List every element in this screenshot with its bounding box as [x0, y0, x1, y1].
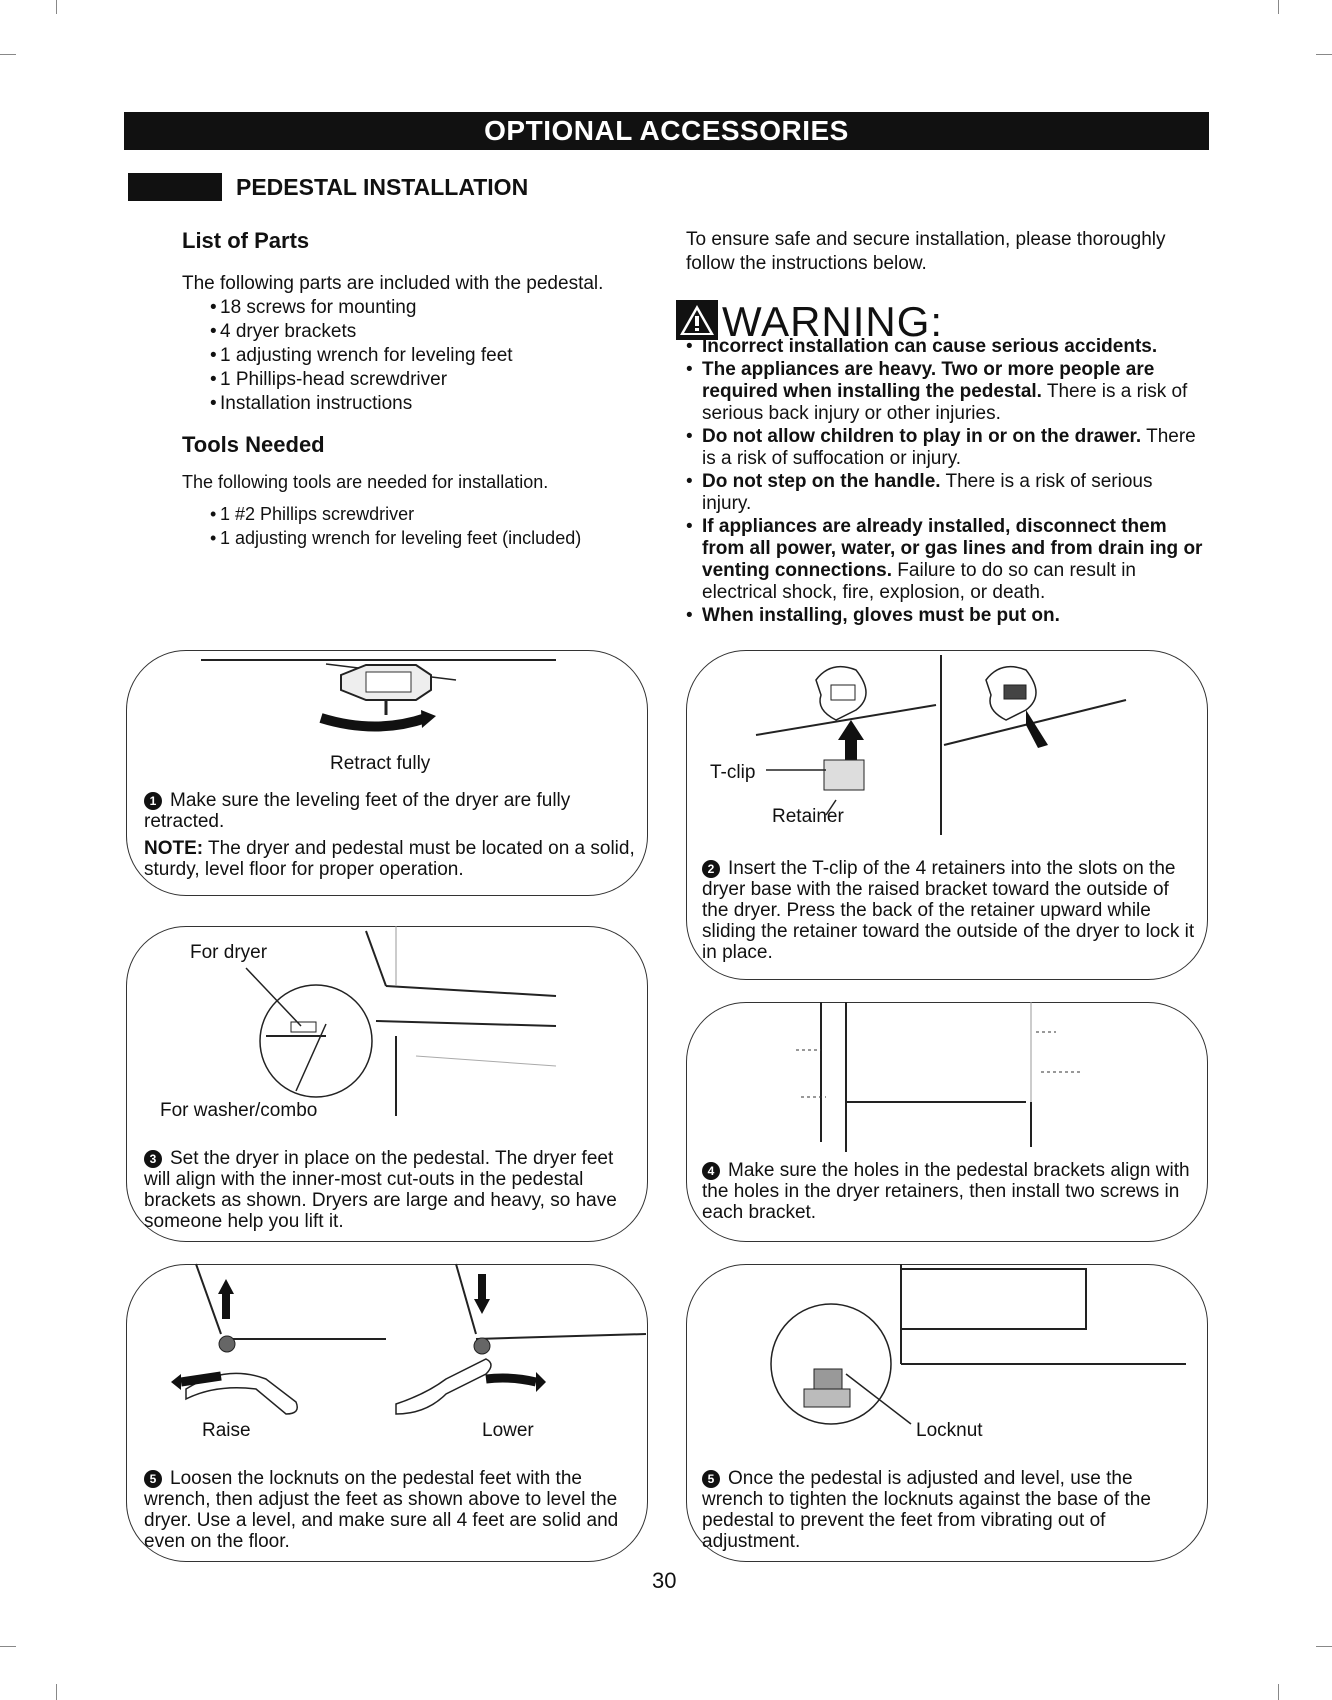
list-item — [686, 426, 1206, 470]
list-item: • 4 dryer brackets — [182, 320, 642, 344]
list-item: • 1 #2 Phillips screwdriver — [182, 502, 642, 526]
tools-heading: Tools Needed — [182, 432, 325, 457]
step-number-badge: 2 — [702, 860, 720, 878]
step-number-badge: 5 — [144, 1470, 162, 1488]
warning-list — [686, 336, 1206, 628]
warning-title: WARNING: — [722, 298, 944, 345]
lower-label: Lower — [482, 1420, 534, 1441]
crop-mark — [56, 1684, 57, 1700]
step-2-text — [702, 858, 1198, 963]
parts-heading: List of Parts — [182, 228, 310, 253]
step-1-body: Make sure the leveling feet of the dryer are fully retracted. — [144, 790, 571, 832]
leveling-foot-illustration — [126, 650, 646, 770]
crop-mark — [1316, 1646, 1332, 1647]
parts-list — [182, 296, 642, 416]
locknut-label: Locknut — [916, 1420, 983, 1441]
note-label: NOTE: — [144, 838, 204, 859]
page-banner: OPTIONAL ACCESSORIES — [124, 112, 1209, 150]
warning-text: There is a risk of suffocation or injury. — [702, 426, 1196, 469]
raise-label: Raise — [202, 1420, 251, 1441]
crop-mark — [56, 0, 57, 14]
warning-bold: If appliances are already installed, disconnect them from all power, water, or gas lines and from drain ing or venting connections. — [702, 516, 1203, 581]
tools-intro: The following tools are needed for installation. — [182, 472, 549, 492]
note-text: The dryer and pedestal must be located on a solid, sturdy, level floor for proper operation. — [144, 838, 635, 880]
warning-text: There is a risk of serious back injury or other injuries. — [702, 381, 1188, 424]
step-2-body: Insert the T-clip of the 4 retainers into the slots on the dryer base with the raised bracket toward the outside of the dryer. Press the back of the retainer upward while sliding the retainer toward the outside of the dryer to lock it in place. — [702, 858, 1195, 963]
step-number-badge: 3 — [144, 1150, 162, 1168]
step-4-body: Make sure the holes in the pedestal brackets align with the holes in the dryer retainers, then install two screws in each bracket. — [702, 1160, 1190, 1223]
page-number: 30 — [652, 1568, 677, 1593]
list-item: • 1 adjusting wrench for leveling feet (included) — [182, 526, 642, 550]
warning-bold: The appliances are heavy. Two or more people are required when installing the pedestal. — [702, 359, 1155, 402]
for-dryer-label: For dryer — [190, 942, 268, 963]
crop-mark — [1278, 1684, 1279, 1700]
warning-bold: When installing, gloves must be put on. — [702, 605, 1060, 626]
step-6-text — [702, 1468, 1198, 1552]
step-5-body: Loosen the locknuts on the pedestal feet with the wrench, then adjust the feet as shown above to level the dryer. Use a level, and make sure all 4 feet are solid and even on the floor. — [144, 1468, 619, 1552]
tools-list — [182, 502, 642, 550]
step-4-text — [702, 1160, 1198, 1223]
tclip-retainer-illustration — [686, 650, 1206, 850]
crop-mark — [0, 54, 16, 55]
crop-mark — [0, 1646, 16, 1647]
warning-bold: Do not step on the handle. — [702, 471, 941, 492]
retract-label: Retract fully — [330, 753, 431, 774]
locknut-illustration — [686, 1264, 1206, 1424]
step-number-badge: 4 — [702, 1162, 720, 1180]
bracket-screws-illustration — [686, 1002, 1206, 1152]
warning-bold: Do not allow children to play in or on the drawer. — [702, 426, 1142, 447]
step-1-note — [144, 838, 644, 880]
step-1-text — [144, 790, 634, 832]
step-5-text — [144, 1468, 634, 1552]
list-item: • 18 screws for mounting — [182, 296, 642, 320]
parts-intro: The following parts are included with the pedestal. — [182, 273, 604, 294]
section-marker — [128, 173, 222, 201]
warning-bold: Incorrect installation can cause serious accidents. — [702, 336, 1158, 357]
list-item — [686, 516, 1206, 604]
list-item — [686, 471, 1206, 515]
list-item — [686, 605, 1206, 627]
step-3-text — [144, 1148, 634, 1232]
warning-icon — [676, 300, 718, 340]
step-number-badge: 1 — [144, 792, 162, 810]
tclip-label: T-clip — [710, 762, 756, 783]
crop-mark — [1316, 54, 1332, 55]
retainer-label: Retainer — [772, 806, 844, 827]
step-6-body: Once the pedestal is adjusted and level, use the wrench to tighten the locknuts against the base of the pedestal to prevent the feet from vibrating out of adjustment. — [702, 1468, 1151, 1552]
intro-right: To ensure safe and secure installation, please thoroughly follow the instructions below. — [686, 229, 1166, 274]
section-title: PEDESTAL INSTALLATION — [236, 174, 529, 200]
for-washer-label: For washer/combo — [160, 1100, 318, 1121]
raise-lower-illustration — [126, 1264, 646, 1424]
list-item — [686, 359, 1206, 425]
crop-mark — [1278, 0, 1279, 14]
list-item: • 1 Phillips-head screwdriver — [182, 368, 642, 392]
warning-text: Failure to do so can result in electrical shock, fire, explosion, or death. — [702, 560, 1136, 603]
step-3-body: Set the dryer in place on the pedestal. The dryer feet will align with the inner-most cut-outs in the pedestal brackets as shown. Dryers are large and heavy, so have someone help you lift it. — [144, 1148, 617, 1232]
warning-text: There is a risk of serious injury. — [702, 471, 1153, 514]
parts-section — [182, 272, 642, 416]
list-item: • Installation instructions — [182, 392, 642, 416]
step-number-badge: 5 — [702, 1470, 720, 1488]
tools-section — [182, 470, 642, 550]
list-item — [686, 336, 1206, 358]
list-item: • 1 adjusting wrench for leveling feet — [182, 344, 642, 368]
